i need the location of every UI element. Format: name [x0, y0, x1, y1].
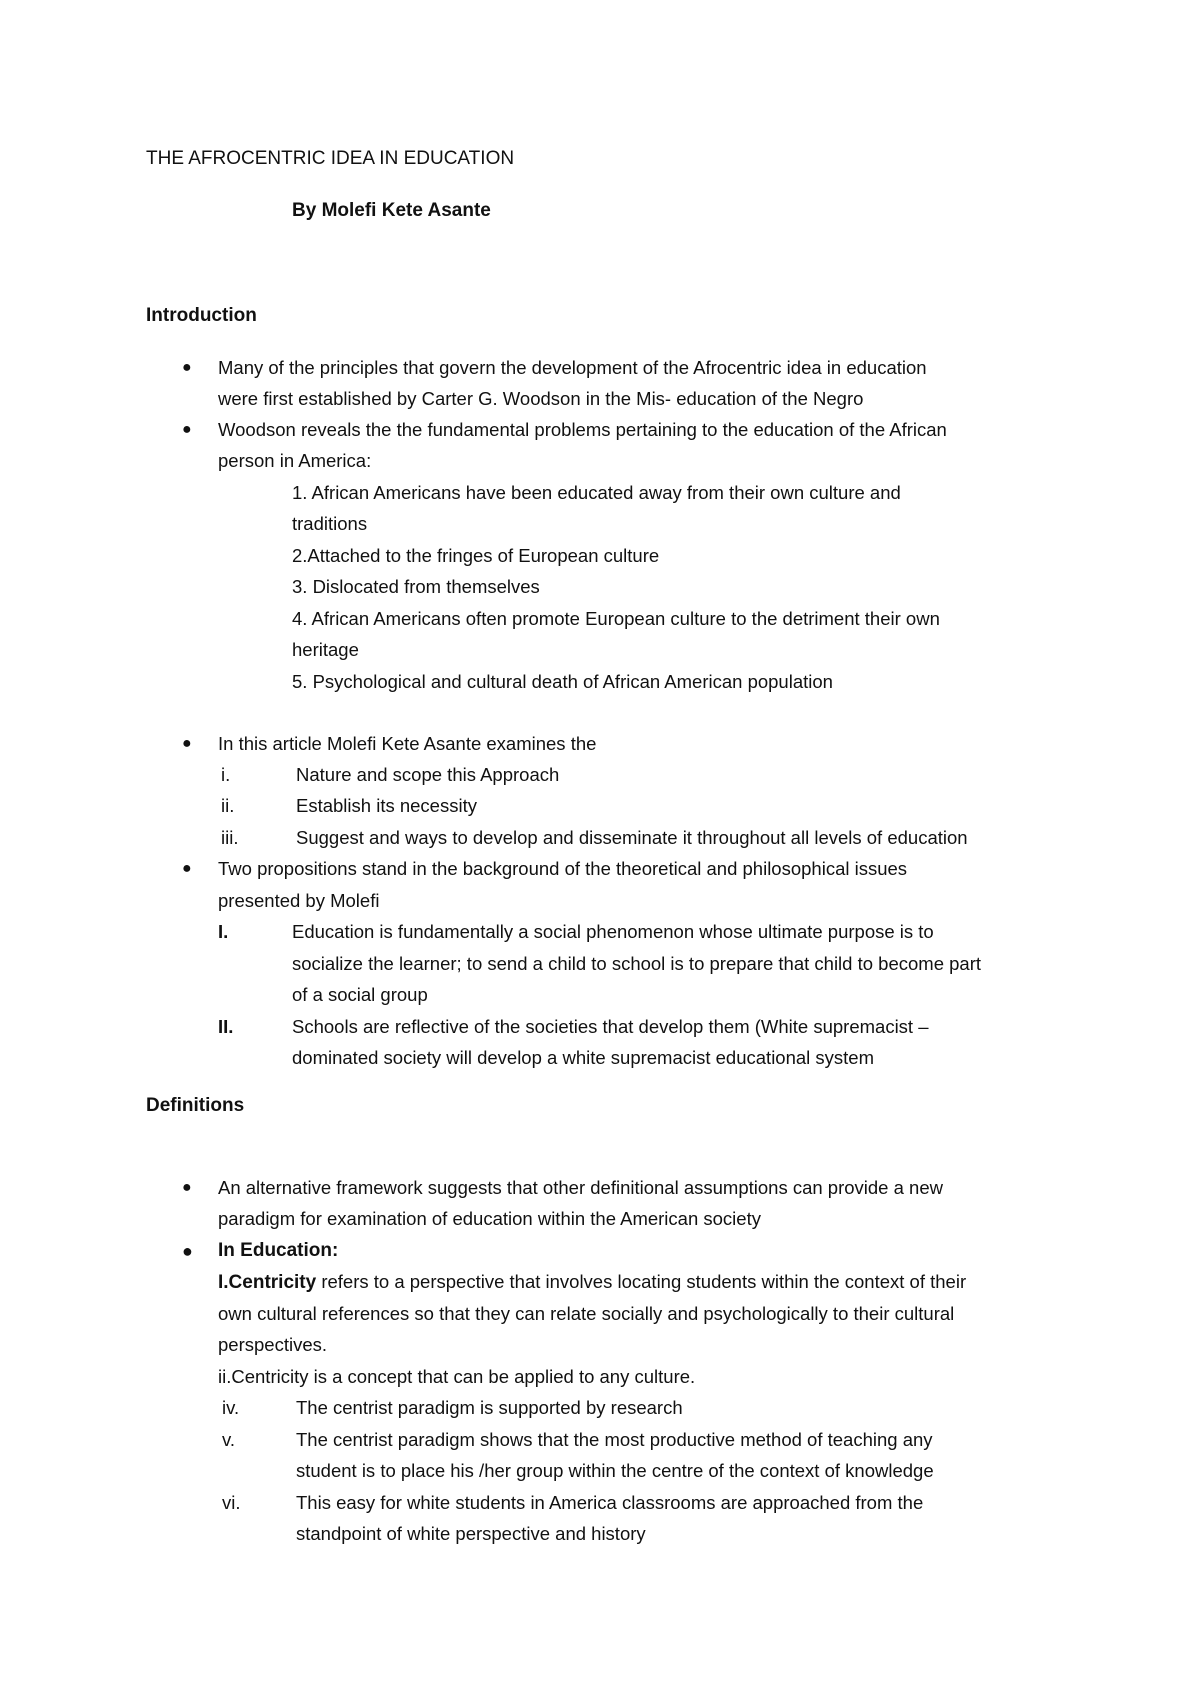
centricity-definition-text: refers to a perspective that involves locating students within the context of their	[316, 1271, 967, 1292]
proposition-text: of a social group	[292, 984, 428, 1005]
bullet-icon: ●	[182, 1179, 192, 1196]
roman-marker: i.	[221, 764, 231, 785]
introduction-heading: Introduction	[146, 305, 257, 326]
definitions-heading: Definitions	[146, 1095, 245, 1116]
roman-marker: ii.	[221, 795, 235, 816]
numbered-item-continuation: heritage	[292, 639, 359, 660]
bullet-icon: ●	[182, 860, 192, 877]
definition-item: The centrist paradigm is supported by research	[296, 1397, 683, 1418]
proposition-text: Education is fundamentally a social phenomenon whose ultimate purpose is to	[292, 921, 934, 942]
proposition-marker: I.	[218, 921, 229, 942]
numbered-item: 1. African Americans have been educated away from their own culture and	[292, 482, 901, 503]
numbered-item: 5. Psychological and cultural death of African American population	[292, 671, 833, 692]
author-byline: By Molefi Kete Asante	[292, 200, 491, 221]
centricity-term: I.Centricity	[218, 1272, 317, 1293]
list-item-continuation: paradigm for examination of education within the American society	[218, 1208, 761, 1229]
numbered-item: 4. African Americans often promote European culture to the detriment their own	[292, 608, 940, 629]
roman-item: Suggest and ways to develop and disseminate it throughout all levels of education	[296, 827, 968, 848]
roman-item: Establish its necessity	[296, 795, 477, 816]
centricity-ii-line: ii.Centricity is a concept that can be applied to any culture.	[218, 1366, 696, 1387]
definition-item: This easy for white students in America classrooms are approached from the	[296, 1492, 924, 1513]
centricity-definition	[218, 1271, 966, 1294]
list-item: An alternative framework suggests that other definitional assumptions can provide a new	[218, 1177, 943, 1198]
list-item: Many of the principles that govern the development of the Afrocentric idea in education	[218, 357, 927, 378]
list-item: Two propositions stand in the background of the theoretical and philosophical issues	[218, 858, 908, 879]
list-item-continuation: were first established by Carter G. Woodson in the Mis- education of the Negro	[218, 388, 864, 409]
bullet-icon: ●	[182, 1241, 193, 1261]
roman-item: Nature and scope this Approach	[296, 764, 560, 785]
proposition-text: dominated society will develop a white supremacist educational system	[292, 1047, 875, 1068]
centricity-continuation: perspectives.	[218, 1334, 327, 1355]
roman-marker: v.	[222, 1429, 236, 1450]
bullet-icon: ●	[182, 359, 192, 376]
list-item: Woodson reveals the the fundamental problems pertaining to the education of the African	[218, 419, 947, 440]
list-item-continuation: person in America:	[218, 450, 372, 471]
proposition-marker: II.	[218, 1016, 234, 1037]
numbered-item: 3. Dislocated from themselves	[292, 576, 540, 597]
list-item: In this article Molefi Kete Asante examines the	[218, 733, 597, 754]
centricity-continuation: own cultural references so that they can relate socially and psychologically to their cultural	[218, 1303, 955, 1324]
numbered-item-continuation: traditions	[292, 513, 368, 534]
roman-marker: vi.	[222, 1492, 241, 1513]
document-title: THE AFROCENTRIC IDEA IN EDUCATION	[146, 148, 515, 169]
proposition-text: socialize the learner; to send a child to school is to prepare that child to become part	[292, 953, 981, 974]
proposition-text: Schools are reflective of the societies that develop them (White supremacist –	[292, 1016, 929, 1037]
roman-marker: iv.	[222, 1397, 240, 1418]
list-item-continuation: presented by Molefi	[218, 890, 380, 911]
in-education-heading: In Education:	[218, 1240, 339, 1261]
bullet-icon: ●	[182, 421, 192, 438]
roman-marker: iii.	[221, 827, 239, 848]
numbered-item: 2.Attached to the fringes of European culture	[292, 545, 660, 566]
bullet-icon: ●	[182, 735, 192, 752]
definition-item: standpoint of white perspective and history	[296, 1523, 646, 1544]
definition-item: student is to place his /her group within the centre of the context of knowledge	[296, 1460, 934, 1481]
definition-item: The centrist paradigm shows that the most productive method of teaching any	[296, 1429, 933, 1450]
